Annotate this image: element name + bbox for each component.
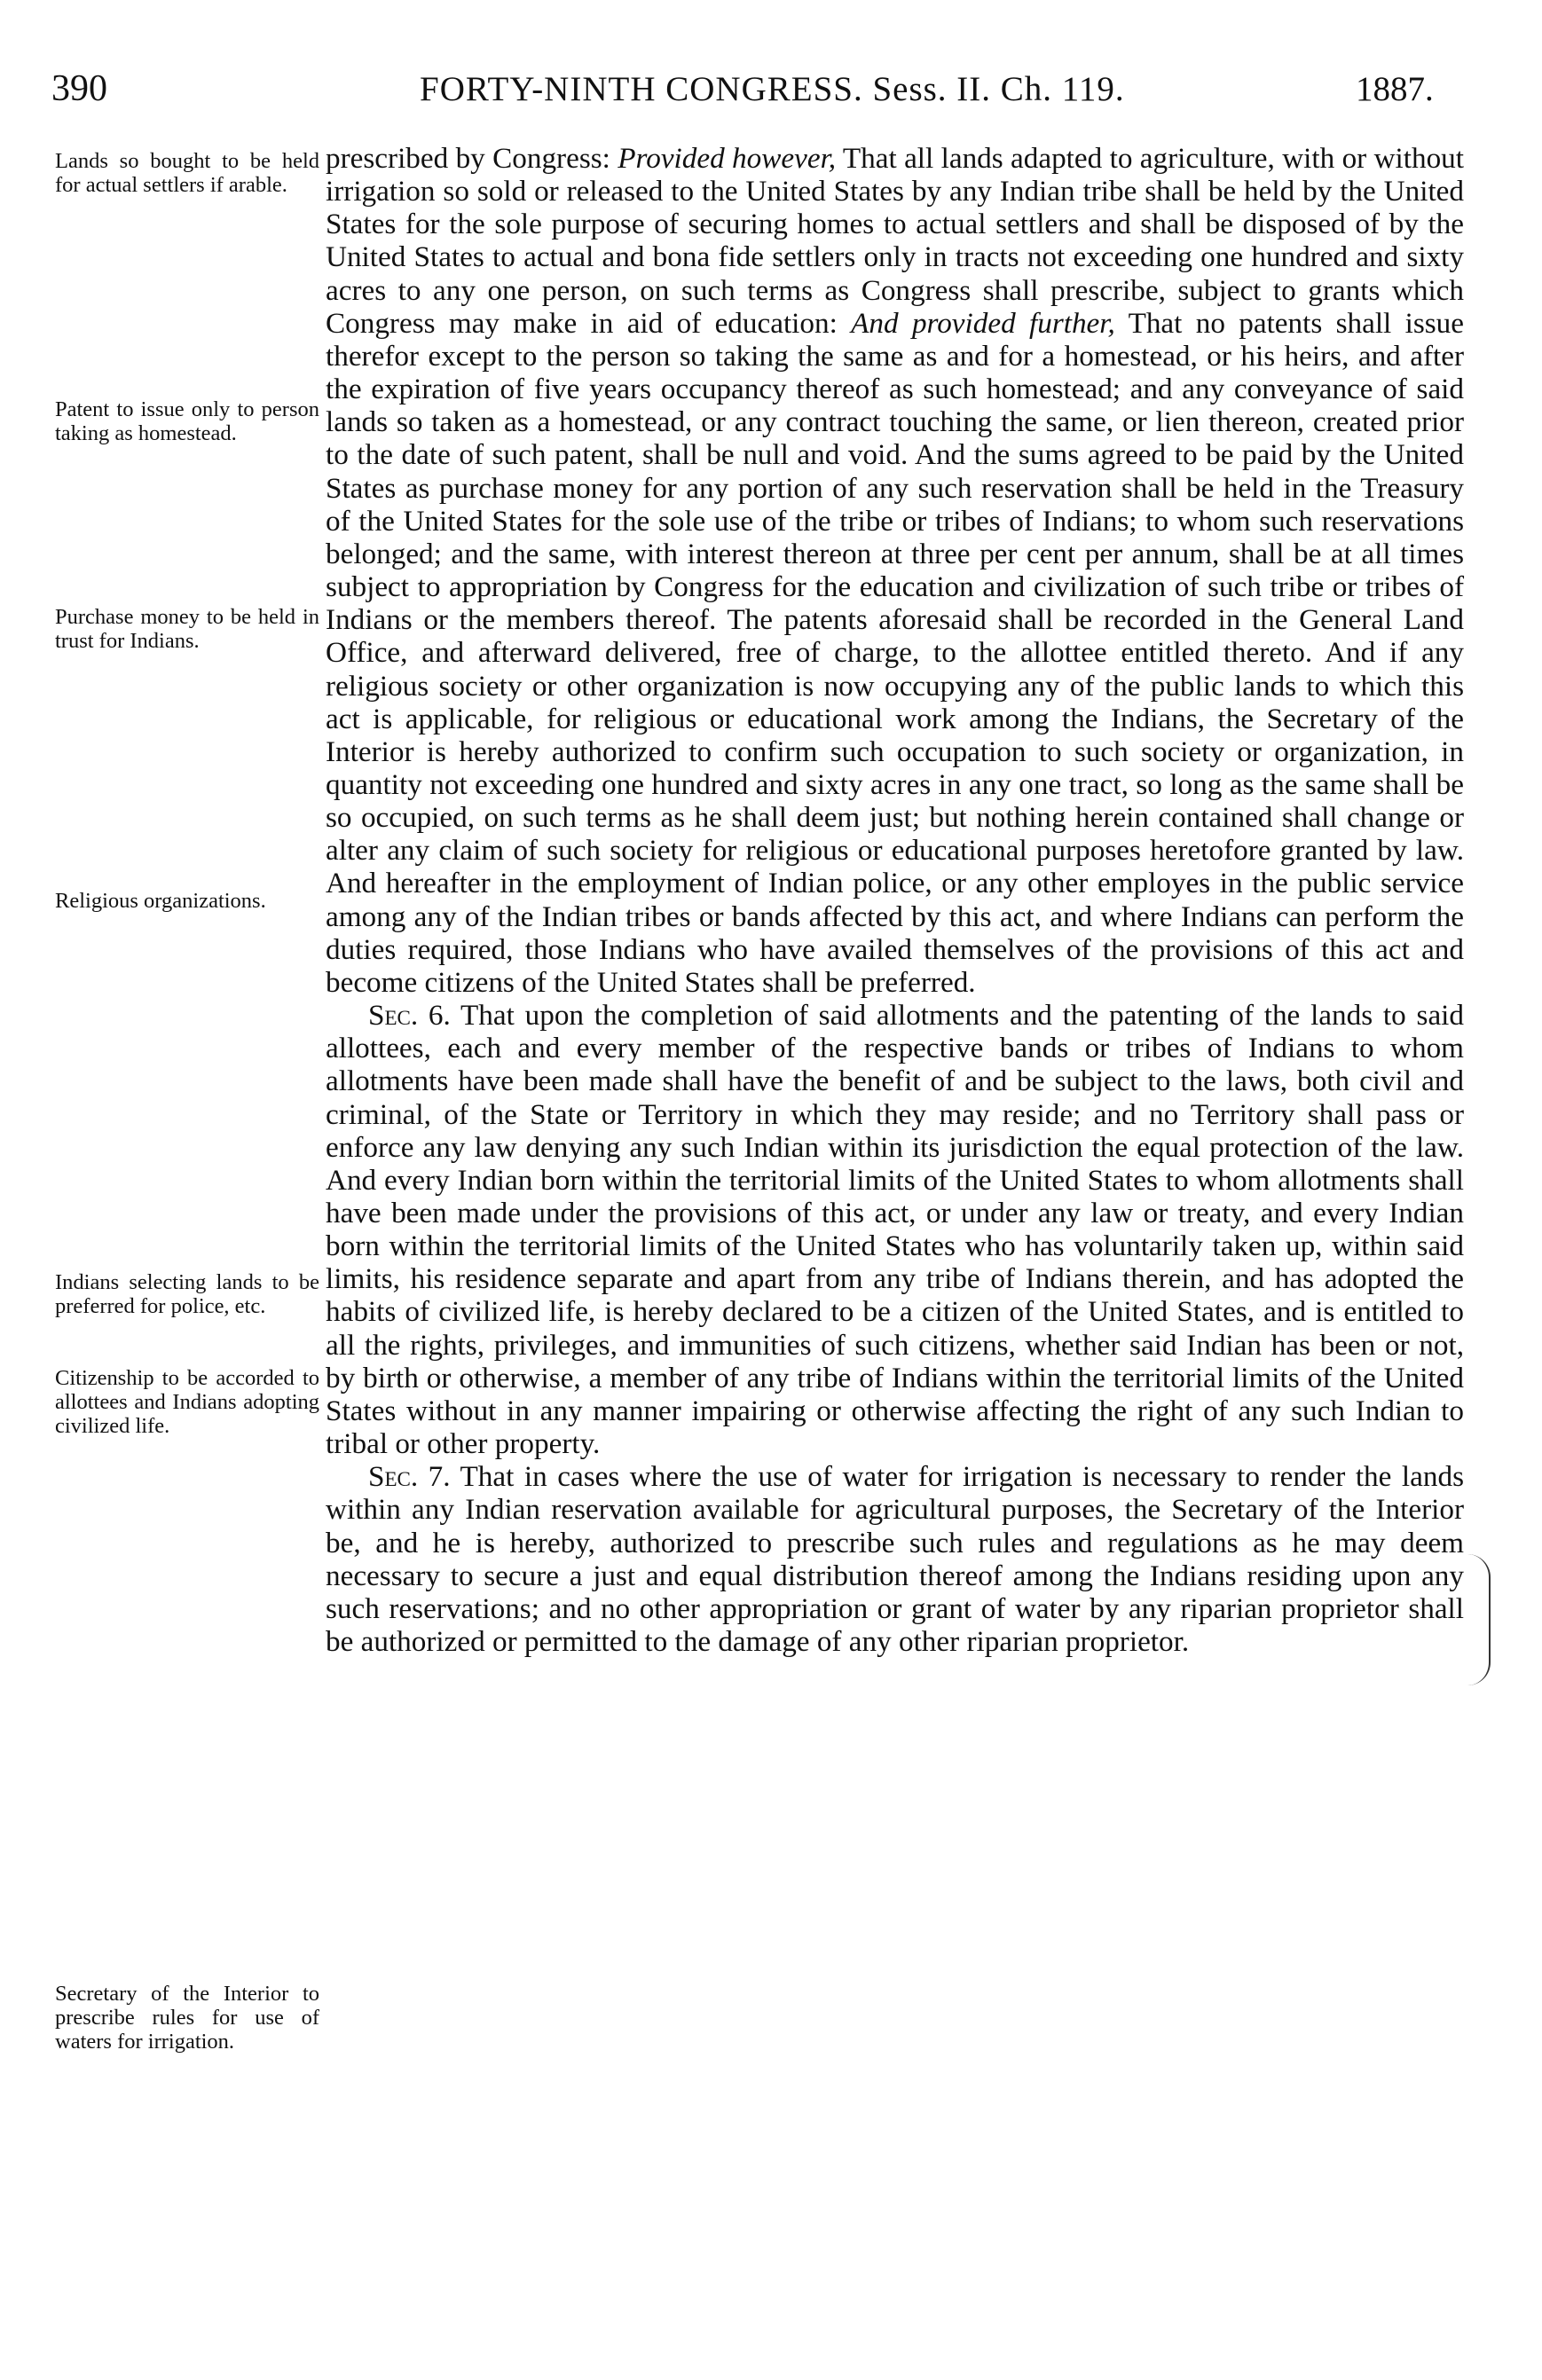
- margin-note-religious-organizations: Religious organizations.: [55, 889, 266, 913]
- margin-note-citizenship: Citizenship to be accorded to allottees and Indians adopting civilized life.: [55, 1366, 319, 1438]
- paragraph-lands-and-patents: prescribed by Congress: Provided however, That all lands adapted to agriculture, with or without irrigation so sold or released to the United States by any Indian tribe shall be held by the United States for the sole purpose of securing homes to actual settlers and shall be disposed of by the United States to actual and bona fide settlers only in tracts not exceeding one hundred and sixty acres to any one person, on such terms as Congress shall prescribe, subject to grants which Congress may make in aid of education: And provided further, That no patents shall issue therefor except to the person so taking the same as and for a homestead, or his heirs, and after the expiration of five years occupancy thereof as such homestead; and any conveyance of said lands so taken as a homestead, or any contract touching the same, or lien thereon, created prior to the date of such patent, shall be null and void. And the sums agreed to be paid by the United States as purchase money for any portion of any such reservation shall be held in the Treasury of the United States for the sole use of the tribe or tribes of Indians; to whom such reservations belonged; and the same, with interest thereon at three per cent per annum, shall be at all times subject to appropriation by Congress for the education and civilization of such tribe or tribes of Indians or the members thereof. The patents aforesaid shall be recorded in the General Land Office, and afterward delivered, free of charge, to the allottee entitled thereto. And if any religious society or other organization is now occupying any of the public lands to which this act is applicable, for religious or educational work among the Indians, the Secretary of the Interior is hereby authorized to confirm such occupation to such society or organization, in quantity not exceeding one hundred and sixty acres in any one tract, so long as the same shall be so occupied, on such terms as he shall deem just; but nothing herein contained shall change or alter any claim of such society for religious or educational purposes heretofore granted by law. And hereafter in the employment of Indian police, or any other employes in the public service among any of the Indian tribes or bands affected by this act, and where Indians can perform the duties required, those Indians who have availed themselves of the provisions of this act and become citizens of the United States shall be preferred.: [326, 142, 1464, 999]
- margin-note-lands-for-settlers: Lands so bought to be held for actual settlers if arable.: [55, 149, 319, 197]
- margin-note-irrigation-rules: Secretary of the Interior to prescribe rules for use of waters for irrigation.: [55, 1982, 319, 2054]
- margin-notes: [55, 0, 321, 2380]
- running-title: FORTY-NINTH CONGRESS. Sess. II. Ch. 119.: [420, 70, 1125, 108]
- margin-note-patent-homestead: Patent to issue only to person taking as homestead.: [55, 397, 319, 445]
- section-7: Sec. 7. That in cases where the use of water for irrigation is necessary to render the lands within any Indian reservation available for agricultural purposes, the Secretary of the Interior be, and he is hereby, authorized to prescribe such rules and regulations as he may deem necessary to secure a just and equal distribution thereof among the Indians residing upon any such reservations; and no other appropriation or grant of water by any riparian proprietor shall be authorized or permitted to the damage of any other riparian proprietor.: [326, 1460, 1464, 1659]
- section-7-label: Sec. 7.: [368, 1460, 451, 1494]
- margin-bracket-mark: [1467, 1554, 1491, 1685]
- header-year: 1887.: [1356, 70, 1434, 108]
- margin-note-indian-police-preference: Indians selecting lands to be preferred for police, etc.: [55, 1270, 319, 1318]
- section-6-label: Sec. 6.: [368, 999, 451, 1033]
- page-number: 390: [51, 68, 107, 109]
- section-6: Sec. 6. That upon the completion of said allotments and the patenting of the lands to said allottees, each and every member of the respective bands or tribes of Indians to whom allotments have been made shall have the benefit of and be subject to the laws, both civil and criminal, of the State or Territory in which they may reside; and no Territory shall pass or enforce any law denying any such Indian within its jurisdiction the equal protection of the law. And every Indian born within the territorial limits of the United States to whom allotments shall have been made under the provisions of this act, or under any law or treaty, and every Indian born within the territorial limits of the United States who has voluntarily taken up, within said limits, his residence separate and apart from any tribe of Indians therein, and has adopted the habits of civilized life, is hereby declared to be a citizen of the United States, and is entitled to all the rights, privileges, and immunities of such citizens, whether said Indian has been or not, by birth or otherwise, a member of any tribe of Indians within the territorial limits of the United States without in any manner impairing or otherwise affecting the right of any such Indian to tribal or other property.: [326, 999, 1464, 1461]
- margin-note-purchase-money: Purchase money to be held in trust for Indians.: [55, 605, 319, 653]
- statute-body: [326, 142, 1464, 1658]
